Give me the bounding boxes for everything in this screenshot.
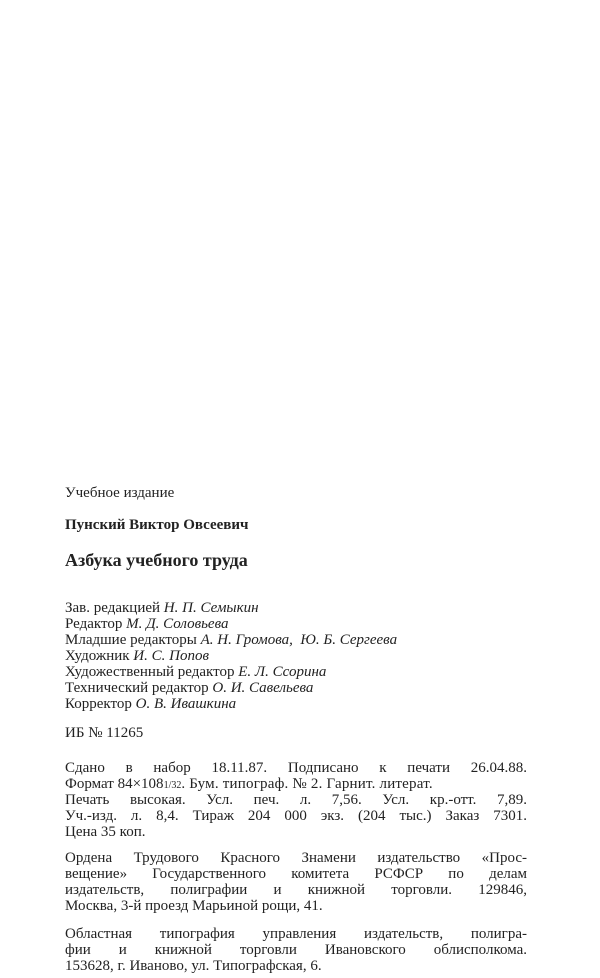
credit-line [65, 680, 313, 696]
ib-number: ИБ № 11265 [65, 725, 144, 741]
printer-line: Областная типография управления издательств, полигра- [65, 926, 527, 942]
print-info-line: Сдано в набор 18.11.87. Подписано к печати 26.04.88. [65, 760, 527, 776]
price: Цена 35 коп. [65, 824, 146, 840]
credit-role: Корректор [65, 696, 132, 712]
author-name: Пунский Виктор Овсеевич [65, 517, 249, 533]
printer-line: 153628, г. Иваново, ул. Типографская, 6. [65, 958, 322, 974]
paper-font-info: . Бум. типограф. № 2. Гарнит. литерат. [181, 776, 433, 792]
printer-line: фии и книжной торговли Ивановского облисполкома. [65, 942, 527, 958]
credit-name: Е. Л. Ссорина [238, 664, 327, 680]
print-info-line: Уч.-изд. л. 8,4. Тираж 204 000 экз. (204 тыс.) Заказ 7301. [65, 808, 527, 824]
credit-name: О. И. Савельева [212, 680, 314, 696]
book-title: Азбука учебного труда [65, 550, 248, 570]
credit-role: Художественный редактор [65, 664, 235, 680]
credit-name: И. С. Попов [133, 648, 209, 664]
publisher-line: издательств, полиграфии и книжной торговли. 129846, [65, 882, 527, 898]
publisher-line: вещение» Государственного комитета РСФСР по делам [65, 866, 527, 882]
format-value: Формат 84×108 [65, 776, 164, 792]
credit-name: М. Д. Соловьева [126, 616, 229, 632]
credit-role: Младшие редакторы [65, 632, 197, 648]
credit-line [65, 600, 259, 616]
credit-line [65, 632, 397, 648]
credit-line [65, 696, 236, 712]
credit-role: Зав. редакцией [65, 600, 161, 616]
credit-role: Редактор [65, 616, 123, 632]
credit-line [65, 648, 209, 664]
credit-line [65, 664, 326, 680]
credit-line [65, 616, 229, 632]
format-fraction: 1/32 [163, 780, 182, 791]
publisher-line: Ордена Трудового Красного Знамени издательство «Прос- [65, 850, 527, 866]
credit-name: Н. П. Семыкин [163, 600, 259, 616]
credit-name: А. Н. Громова, Ю. Б. Сергеева [200, 632, 398, 648]
publisher-line: Москва, 3-й проезд Марьиной рощи, 41. [65, 898, 323, 914]
credit-role: Художник [65, 648, 130, 664]
credit-name: О. В. Ивашкина [135, 696, 237, 712]
edition-type: Учебное издание [65, 485, 175, 501]
credit-role: Технический редактор [65, 680, 209, 696]
print-info-line: Печать высокая. Усл. печ. л. 7,56. Усл. кр.-отт. 7,89. [65, 792, 527, 808]
